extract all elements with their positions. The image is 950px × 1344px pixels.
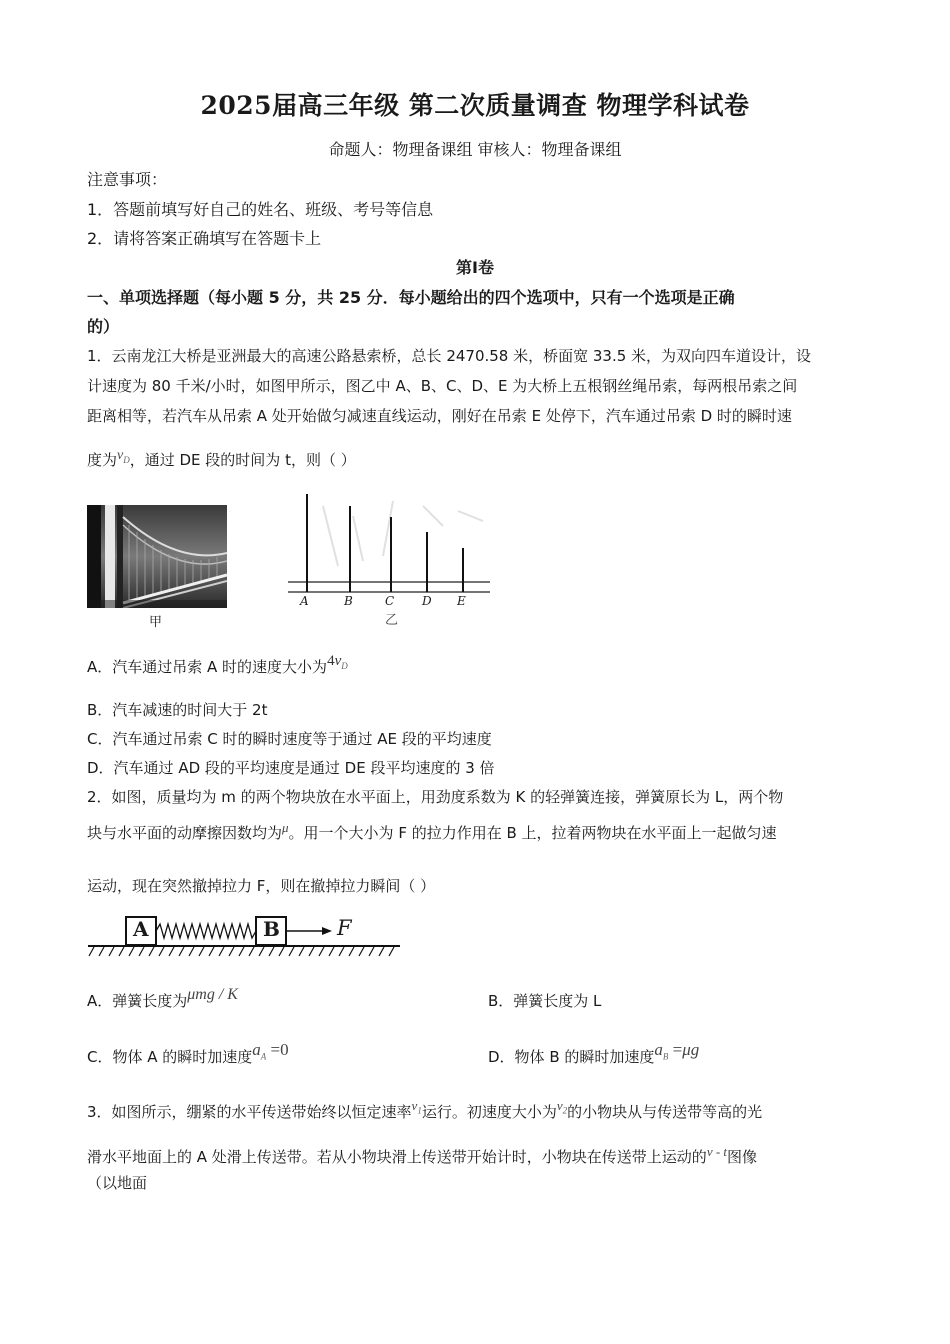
- q2-line1: 2．如图，质量均为 m 的两个物块放在水平面上，用劲度系数为 K 的轻弹簧连接，弹簧原长为 L，两个物: [87, 788, 784, 806]
- q3-line1-part3: 的小物块从与传送带等高的光: [567, 1103, 763, 1121]
- section-heading-line2: 的）: [87, 317, 120, 336]
- block-b-label: B: [263, 917, 280, 941]
- figure-label-jia: 甲: [149, 615, 163, 630]
- q1-option-a-formula: $4v_D$: [327, 653, 348, 671]
- v2-symbol: $v_2$: [556, 1098, 568, 1116]
- q1-option-b: B．汽车减速的时间大于 2t: [87, 701, 268, 719]
- figure-label-yi: 乙: [385, 613, 399, 628]
- q2-option-a-text: A．弹簧长度为: [87, 992, 188, 1010]
- notes-item-1: 1．答题前填写好自己的姓名、班级、考号等信息: [87, 200, 434, 219]
- q2-line3: 运动，现在突然撤掉拉力 F，则在撤掉拉力瞬间（ ）: [87, 877, 436, 895]
- q1-line4: [87, 449, 356, 471]
- notes-item-2: 2．请将答案正确填写在答题卡上: [87, 229, 322, 248]
- page-title: 2025届高三年级 第二次质量调查 物理学科试卷: [200, 91, 750, 120]
- q2-option-d: [488, 1040, 700, 1068]
- mu-symbol: μ: [282, 820, 289, 835]
- q3-line2-part2: 图像: [727, 1148, 758, 1166]
- q2-option-a-formula: μmg / K: [187, 986, 238, 1003]
- force-label: F: [337, 916, 352, 940]
- q1-line4-prefix: 度为: [87, 451, 118, 469]
- cable-label-d: D: [422, 594, 432, 608]
- cable-label-b: B: [344, 594, 353, 608]
- q2-option-d-text: D．物体 B 的瞬时加速度: [488, 1048, 655, 1066]
- v-t-symbol: v - t: [706, 1144, 728, 1159]
- q3-line1: [87, 1098, 763, 1123]
- q3-line3: （以地面: [87, 1174, 148, 1192]
- bridge-photo: [87, 505, 227, 608]
- q1-line2: 计速度为 80 千米/小时，如图甲所示，图乙中 A、B、C、D、E 为大桥上五根钢丝绳吊索，每两根吊索之间: [87, 377, 798, 395]
- q2-line2: [87, 822, 777, 843]
- vd-symbol: $v_D$: [117, 448, 130, 465]
- q2-option-c: [87, 1040, 289, 1068]
- q2-option-d-formula: $a_B =\mu g$: [654, 1040, 700, 1062]
- notes-heading: 注意事项：: [87, 170, 168, 189]
- q1-option-d: D．汽车通过 AD 段的平均速度是通过 DE 段平均速度的 3 倍: [87, 759, 495, 777]
- block-a-label: A: [133, 917, 149, 941]
- spring: [156, 924, 256, 938]
- q1-line3: 距离相等，若汽车从吊索 A 处开始做匀减速直线运动，刚好在吊索 E 处停下，汽车通过吊索 D 时的瞬时速: [87, 407, 792, 425]
- q2-option-a: [87, 986, 238, 1011]
- q1-option-a-text: A．汽车通过吊索 A 时的速度大小为: [87, 658, 328, 676]
- cable-label-e: E: [457, 594, 466, 608]
- authors-line: 命题人：物理备课组 审核人：物理备课组: [328, 140, 622, 159]
- q1-line4-suffix: ，通过 DE 段的时间为 t，则（ ）: [129, 451, 356, 469]
- q2-line2-suffix: 。用一个大小为 F 的拉力作用在 B 上，拉着两物块在水平面上一起做匀速: [288, 824, 777, 842]
- q3-line2: [87, 1146, 757, 1167]
- q2-option-c-formula: $a_A =0$: [252, 1040, 289, 1062]
- q2-option-b: B．弹簧长度为 L: [488, 992, 602, 1010]
- cable-label-c: C: [385, 594, 395, 608]
- section-heading-line1: 一、单项选择题（每小题 5 分，共 25 分．每小题给出的四个选项中，只有一个选项是正确: [87, 288, 735, 307]
- q2-option-c-text: C．物体 A 的瞬时加速度: [87, 1048, 253, 1066]
- q1-line1: 1．云南龙江大桥是亚洲最大的高速公路悬索桥，总长 2470.58 米，桥面宽 33.5 米，为双向四车道设计，设: [87, 347, 812, 365]
- part-heading: 第Ⅰ卷: [456, 258, 494, 277]
- q3-line2-part1: 滑水平地面上的 A 处滑上传送带。若从小物块滑上传送带开始计时，小物块在传送带上运动的: [87, 1148, 707, 1166]
- q3-line1-part1: 3．如图所示，绷紧的水平传送带始终以恒定速率: [87, 1103, 412, 1121]
- q1-option-a: [87, 653, 348, 678]
- q2-line2-prefix: 块与水平面的动摩擦因数均为: [87, 824, 283, 842]
- q3-line1-part2: 运行。初速度大小为: [421, 1103, 557, 1121]
- q1-option-c: C．汽车通过吊索 C 时的瞬时速度等于通过 AE 段的平均速度: [87, 730, 492, 748]
- cable-label-a: A: [300, 594, 309, 608]
- v1-symbol: $v_1$: [411, 1098, 422, 1116]
